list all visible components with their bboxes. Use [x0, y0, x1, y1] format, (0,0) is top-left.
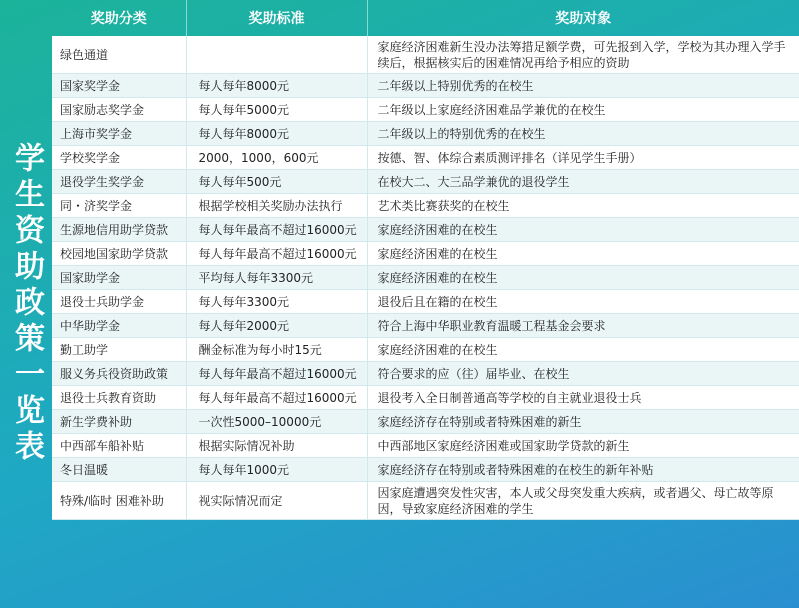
- cell-category: 新生学费补助: [52, 410, 186, 434]
- cell-standard: 根据实际情况补助: [186, 434, 367, 458]
- table-row: [52, 170, 799, 194]
- cell-category: 冬日温暖: [52, 458, 186, 482]
- cell-target: 家庭经济困难的在校生: [367, 218, 799, 242]
- table-row: [52, 242, 799, 266]
- table-row: [52, 458, 799, 482]
- cell-category: 服义务兵役资助政策: [52, 362, 186, 386]
- cell-standard: 根据学校相关奖励办法执行: [186, 194, 367, 218]
- cell-standard: 每人每年500元: [186, 170, 367, 194]
- table-row: [52, 434, 799, 458]
- cell-category: 中华助学金: [52, 314, 186, 338]
- table-row: [52, 194, 799, 218]
- cell-category: 绿色通道: [52, 36, 186, 74]
- cell-target: 家庭经济困难的在校生: [367, 338, 799, 362]
- table-row: [52, 290, 799, 314]
- cell-category: 学校奖学金: [52, 146, 186, 170]
- table-header: [52, 0, 799, 36]
- cell-target: 家庭经济困难的在校生: [367, 266, 799, 290]
- cell-target: 家庭经济困难的在校生: [367, 242, 799, 266]
- table-row: [52, 146, 799, 170]
- header-standard: 奖助标准: [186, 0, 367, 36]
- cell-target: 二年级以上特别优秀的在校生: [367, 74, 799, 98]
- header-category: 奖助分类: [52, 0, 186, 36]
- policy-table-container: [52, 0, 799, 608]
- table-row: [52, 266, 799, 290]
- cell-category: 特殊/临时 困难补助: [52, 482, 186, 520]
- cell-standard: 每人每年5000元: [186, 98, 367, 122]
- cell-standard: 每人每年最高不超过16000元: [186, 362, 367, 386]
- table-row: [52, 338, 799, 362]
- cell-target: 符合要求的应（往）届毕业、在校生: [367, 362, 799, 386]
- cell-standard: 一次性5000–10000元: [186, 410, 367, 434]
- cell-standard: 平均每人每年3300元: [186, 266, 367, 290]
- table-row: [52, 74, 799, 98]
- cell-standard: 每人每年2000元: [186, 314, 367, 338]
- cell-standard: 视实际情况而定: [186, 482, 367, 520]
- policy-table: [52, 0, 799, 520]
- cell-target: 符合上海中华职业教育温暖工程基金会要求: [367, 314, 799, 338]
- table-row: [52, 362, 799, 386]
- table-row: [52, 482, 799, 520]
- cell-standard: 每人每年最高不超过16000元: [186, 242, 367, 266]
- cell-standard: 每人每年8000元: [186, 122, 367, 146]
- cell-target: 按德、智、体综合素质测评排名（详见学生手册）: [367, 146, 799, 170]
- table-row: [52, 314, 799, 338]
- cell-standard: 每人每年最高不超过16000元: [186, 386, 367, 410]
- cell-category: 勤工助学: [52, 338, 186, 362]
- table-row: [52, 36, 799, 74]
- table-body: [52, 36, 799, 520]
- cell-standard: 2000，1000，600元: [186, 146, 367, 170]
- cell-category: 国家励志奖学金: [52, 98, 186, 122]
- table-row: [52, 410, 799, 434]
- cell-category: 校园地国家助学贷款: [52, 242, 186, 266]
- cell-standard: 酬金标准为每小时15元: [186, 338, 367, 362]
- cell-category: 同・济奖学金: [52, 194, 186, 218]
- cell-category: 退役士兵助学金: [52, 290, 186, 314]
- side-title: 学生资助政策一览表: [9, 142, 44, 466]
- cell-target: 二年级以上家庭经济困难品学兼优的在校生: [367, 98, 799, 122]
- table-row: [52, 122, 799, 146]
- header-target: 奖助对象: [555, 11, 612, 27]
- cell-standard: [186, 36, 367, 74]
- side-title-panel: [0, 0, 52, 608]
- cell-standard: 每人每年1000元: [186, 458, 367, 482]
- cell-category: 国家奖学金: [52, 74, 186, 98]
- cell-category: 上海市奖学金: [52, 122, 186, 146]
- cell-standard: 每人每年8000元: [186, 74, 367, 98]
- cell-standard: 每人每年最高不超过16000元: [186, 218, 367, 242]
- cell-target: 中西部地区家庭经济困难或国家助学贷款的新生: [367, 434, 799, 458]
- cell-target: 二年级以上的特别优秀的在校生: [367, 122, 799, 146]
- cell-category: 中西部车船补贴: [52, 434, 186, 458]
- cell-category: 退役学生奖学金: [52, 170, 186, 194]
- cell-target: 家庭经济存在特别或者特殊困难的在校生的新年补贴: [367, 458, 799, 482]
- cell-target: 退役考入全日制普通高等学校的自主就业退役士兵: [367, 386, 799, 410]
- cell-target: 艺术类比赛获奖的在校生: [367, 194, 799, 218]
- cell-target: 家庭经济存在特别或者特殊困难的新生: [367, 410, 799, 434]
- cell-standard: 每人每年3300元: [186, 290, 367, 314]
- cell-target: 退役后且在籍的在校生: [367, 290, 799, 314]
- cell-category: 国家助学金: [52, 266, 186, 290]
- cell-target: 在校大二、大三品学兼优的退役学生: [367, 170, 799, 194]
- table-row: [52, 386, 799, 410]
- table-row: [52, 98, 799, 122]
- cell-category: 生源地信用助学贷款: [52, 218, 186, 242]
- table-row: [52, 218, 799, 242]
- cell-category: 退役士兵教育资助: [52, 386, 186, 410]
- cell-target: 家庭经济困难新生没办法筹措足额学费，可先报到入学，学校为其办理入学手续后，根据核实后的困难情况再给予相应的资助: [367, 36, 799, 74]
- cell-target: 因家庭遭遇突发性灾害，本人或父母突发重大疾病，或者遇父、母亡故等原因，导致家庭经济困难的学生: [367, 482, 799, 520]
